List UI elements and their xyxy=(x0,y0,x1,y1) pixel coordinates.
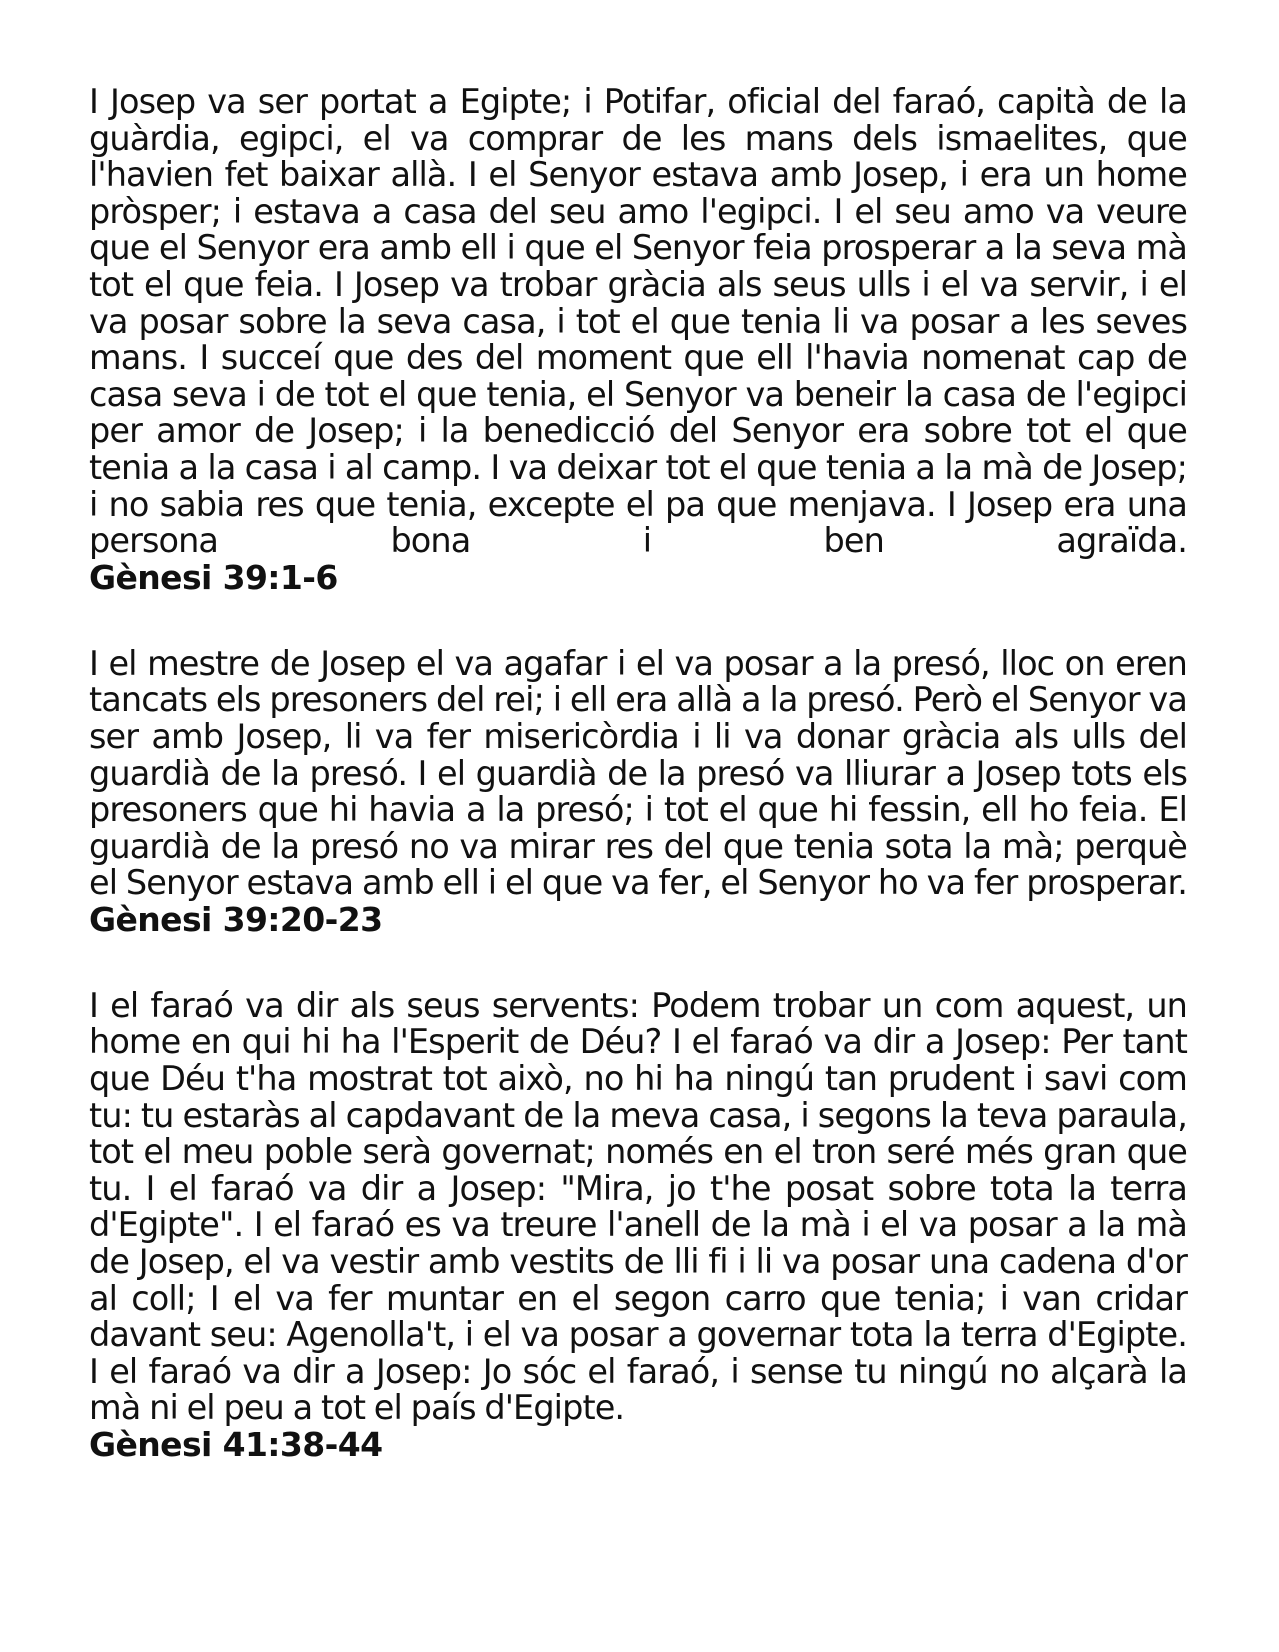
passage-text: I el faraó va dir als seus servents: Podem trobar un com aquest, un home en qui hi ha l'Esperit de Déu? I el faraó va dir a Josep: Per tant que Déu t'ha mostrat tot això, no hi ha ningú tan prudent i savi com tu: tu estaràs al capdavant de la meva casa, i segons la teva paraula, tot el meu poble serà governat; només en el tron seré més gran que tu. I el faraó va dir a Josep: "Mira, jo t'he posat sobre tota la terra d'Egipte". I el faraó es va treure l'anell de la mà i el va posar a la mà de Josep, el va vestir amb vestits de lli fi i li va posar una cadena d'or al coll; I el va fer muntar en el segon carro que tenia; i van cridar davant seu: Agenolla't, i el va posar a governar tota la terra d'Egipte. I el faraó va dir a Josep: Jo sóc el faraó, i sense tu ningú no alçarà la mà ni el peu a tot el país d'Egipte. xyxy=(89,985,1187,1428)
passage-reference: Gènesi 39:1-6 xyxy=(89,557,338,597)
passage-genesis-39-1-6 xyxy=(89,84,1187,596)
passage-text: I Josep va ser portat a Egipte; i Potifar, oficial del faraó, capità de la guàrdia, egipci, el va comprar de les mans dels ismaelites, que l'havien fet baixar allà. I el Senyor estava amb Josep, i era un home pròsper; i estava a casa del seu amo l'egipci. I el seu amo va veure que el Senyor era amb ell i que el Senyor feia prosperar a la seva mà tot el que feia. I Josep va trobar gràcia als seus ulls i el va servir, i el va posar sobre la seva casa, i tot el que tenia li va posar a les seves mans. I succeí que des del moment que ell l'havia nomenat cap de casa seva i de tot el que tenia, el Senyor va beneir la casa de l'egipci per amor de Josep; i la benedicció del Senyor era sobre tot el que tenia a la casa i al camp. I va deixar tot el que tenia a la mà de Josep; i no sabia res que tenia, excepte el pa que menjava. I Josep era una persona bona i ben agraïda. xyxy=(89,82,1187,561)
passage-genesis-41-38-44 xyxy=(89,985,1187,1464)
passage-reference: Gènesi 41:38-44 xyxy=(89,1425,383,1464)
passage-reference: Gènesi 39:20-23 xyxy=(89,899,383,939)
document-page xyxy=(89,84,1187,1463)
passage-text: I el mestre de Josep el va agafar i el va posar a la presó, lloc on eren tancats els presoners del rei; i ell era allà a la presó. Però el Senyor va ser amb Josep, li va fer misericòrdia i li va donar gràcia als ulls del guardià de la presó. I el guardià de la presó va lliurar a Josep tots els presoners que hi havia a la presó; i tot el que hi fessin, ell ho feia. El guardià de la presó no va mirar res del que tenia sota la mà; perquè el Senyor estava amb ell i el que va fer, el Senyor ho va fer prosperar. xyxy=(89,643,1187,903)
passage-genesis-39-20-23 xyxy=(89,643,1187,939)
